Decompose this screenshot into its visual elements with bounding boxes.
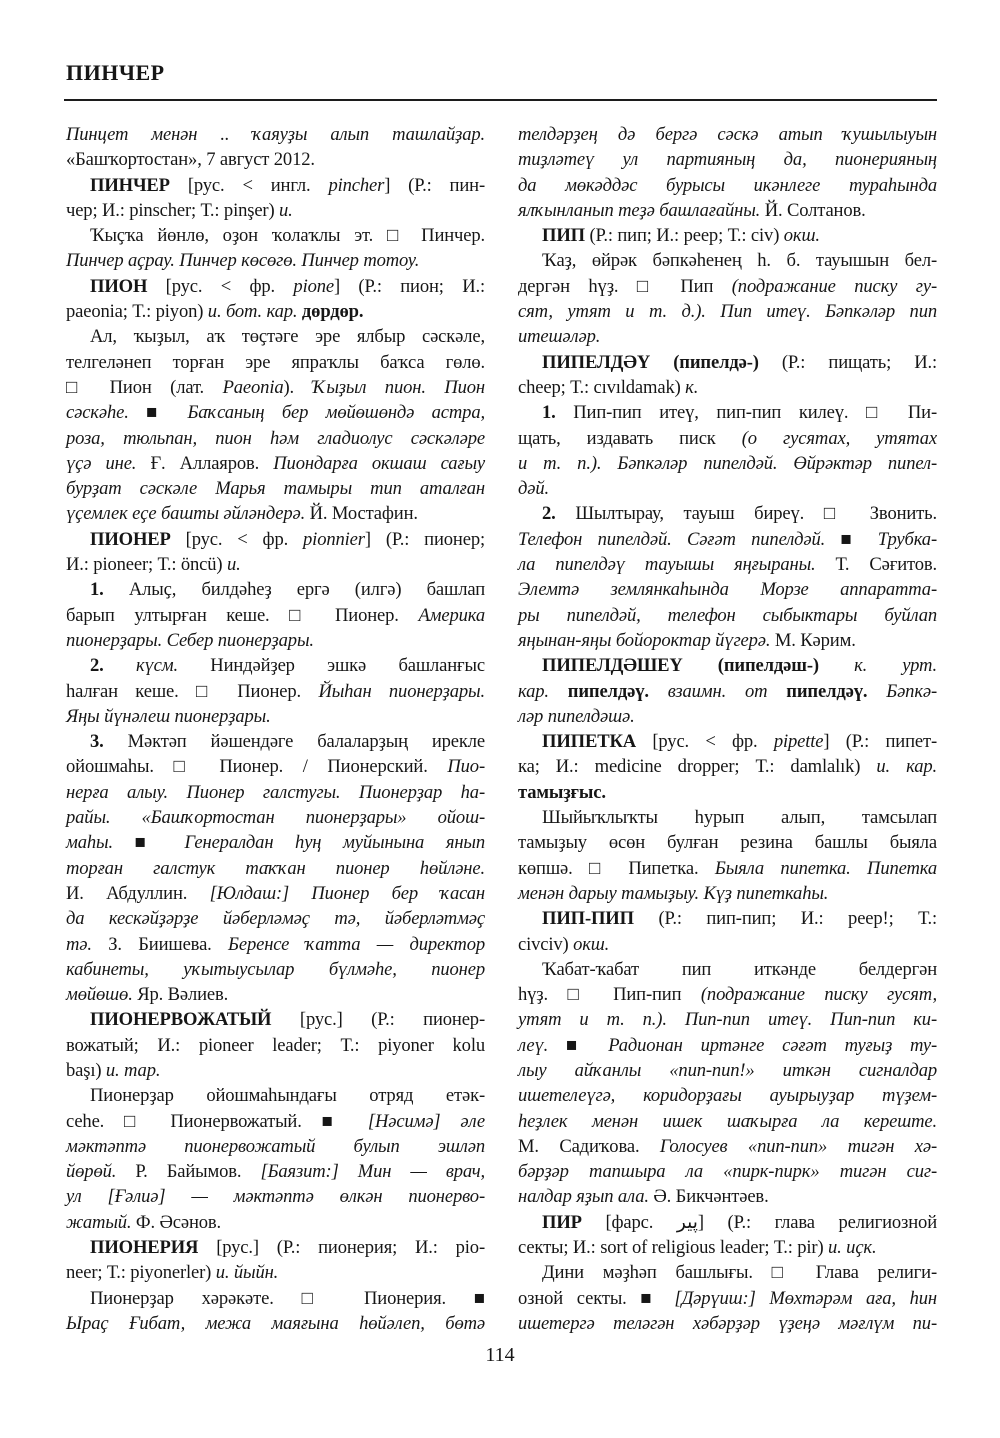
text-segment: менән дарыу тамыҙыу. Күҙ пипеткаһы. (518, 882, 829, 904)
text-segment: телгеләнеп торған эре япраҡлы баҡса гөлө. (66, 351, 485, 373)
text-line (518, 679, 937, 704)
text-segment: Яр. Вәлиев. (137, 984, 229, 1006)
text-segment: Пио- (447, 756, 485, 778)
text-line (518, 426, 937, 451)
text-line (66, 451, 485, 476)
text-segment: Яңы йүнәлеш пионерҙары. (66, 705, 271, 727)
text-line (518, 1159, 937, 1184)
text-segment: кабинеты, уҡытыусылар бүлмәһе, пионер (66, 958, 485, 980)
text-segment: к. урт. (854, 655, 938, 677)
text-segment: тамыҙыу өсөн булған резина башлы быяла (518, 832, 937, 854)
text-segment: мәктәптә пионервожатый булып эшләп (66, 1135, 485, 1157)
text-segment: И. Абдуллин. (66, 882, 210, 904)
text-segment: ПИПЕЛДӘШЕҮ (пипелдәш-) (542, 655, 855, 677)
text-segment: лыу айҡанлы «пип-пип!» иткән сигналдар (518, 1059, 937, 1081)
text-line (518, 1286, 937, 1311)
text-columns (66, 122, 937, 1336)
text-line (66, 1083, 485, 1108)
text-line (518, 1210, 937, 1235)
text-line (518, 299, 937, 324)
text-line (518, 527, 937, 552)
text-segment: ПИОНЕРВОЖАТЫЙ (90, 1009, 300, 1031)
text-segment: pincher (328, 174, 385, 196)
text-segment: Пинчер аҫрау. Пинчер көсөгө. Пинчер тотоу. (66, 250, 420, 272)
text-segment: тамыҙғыс. (518, 781, 606, 803)
text-segment: ла пипелдәү тауышы яңғыраны. (518, 554, 836, 576)
text-segment: көпшә. □ Пипетка. (518, 857, 715, 879)
text-segment: дергән һүҙ. □ Пип (518, 275, 732, 297)
text-segment: налдар яҙып ала. (518, 1186, 654, 1208)
text-segment: [фарс. پير] (Р.: глава религиозной (605, 1211, 937, 1233)
text-line (518, 957, 937, 982)
text-segment: ] (Р.: пионер; (364, 528, 485, 550)
text-line (66, 350, 485, 375)
text-segment: □ Пион (лат. (66, 376, 223, 398)
text-segment: ПИОНЕР (90, 528, 186, 550)
text-segment: neer; Т.: piyonerler) (66, 1262, 216, 1284)
text-line (518, 1311, 937, 1336)
text-segment: [Дәрүиш:] Мөхтәрәм аға, һин (674, 1287, 937, 1309)
text-segment: ). (283, 376, 313, 398)
text-line (518, 501, 937, 526)
text-line (518, 1134, 937, 1159)
text-segment: И.: pioneer; Т.: öncü) (66, 554, 227, 576)
text-segment: Дини мәҙһәп башлығы. □ Глава религи- (542, 1262, 937, 1284)
text-line (66, 375, 485, 400)
text-segment: нерға алыу. Пионер галстугы. Пионерҙар һа- (66, 781, 485, 803)
text-segment: тә. (66, 933, 109, 955)
text-segment: Ыраҫ Ғибат, межа маяғына һөйәлеп, бөтә (66, 1312, 485, 1334)
text-segment: секты; И.: sort of religious leader; Т.: pir) (518, 1237, 829, 1259)
text-line (66, 501, 485, 526)
text-segment: Ә. Бикчәнтәев. (653, 1186, 769, 1208)
text-segment: [Баязит:] Мин — врач, (260, 1161, 486, 1183)
text-segment: яңынан-яңы бойороктар йүгерә. (518, 629, 775, 651)
text-segment: paeonia; Т.: piyon) (66, 301, 208, 323)
text-segment: (о гусятах, утятах (741, 427, 937, 449)
text-line (66, 830, 485, 855)
text-line (66, 932, 485, 957)
text-segment: кар. (518, 680, 568, 702)
text-line (518, 754, 937, 779)
text-segment: М. Садиҡова. (518, 1135, 660, 1157)
text-segment: үҫемлек еҫе башты әйләндерә. (66, 503, 310, 525)
text-segment: Беренсе ҡатта — директор (228, 933, 485, 955)
text-line (66, 679, 485, 704)
text-segment: [рус. < фр. (165, 275, 294, 297)
text-segment: окш. (573, 933, 610, 955)
text-segment: и. бот. кар. (207, 301, 302, 323)
text-segment: роза, тюльпан, пион һәм гладиолус сәскәләре (66, 427, 485, 449)
text-segment: озной секты. ■ (518, 1287, 675, 1309)
text-line (66, 704, 485, 729)
text-line (518, 324, 937, 349)
text-line (518, 653, 937, 678)
text-segment: һүҙ. □ Пип-пип (518, 984, 701, 1006)
text-line (518, 704, 937, 729)
text-segment: жатый. (66, 1211, 136, 1233)
text-line (66, 957, 485, 982)
text-line (518, 173, 937, 198)
text-line (518, 147, 937, 172)
text-segment: ПИП-ПИП (542, 908, 659, 930)
text-segment: Ҡыҙыл пион. Пион (312, 376, 485, 398)
text-segment: сәскәһе. (66, 402, 147, 424)
text-line (66, 400, 485, 425)
text-segment: и. (226, 554, 241, 576)
text-segment: Бәпкә- (886, 680, 938, 702)
text-line (66, 1134, 485, 1159)
text-line (66, 729, 485, 754)
text-segment: сеһе. □ Пионервожатый. ■ (66, 1110, 368, 1132)
text-segment: ишетелеүгә, коридорҙағы ауырыуҙар түҙем- (518, 1085, 937, 1107)
text-line (518, 906, 937, 931)
text-line (66, 476, 485, 501)
text-segment: ПИР (542, 1211, 606, 1233)
text-line (518, 1260, 937, 1285)
text-line (66, 1286, 485, 1311)
text-line (66, 856, 485, 881)
text-segment: Т. Сәғитов. (835, 554, 937, 576)
text-segment: Элемтә землянкаһында Морзе аппаратта- (518, 579, 937, 601)
text-segment: ры пипелдәй, телефон сыбыктары буйлап (518, 604, 937, 626)
text-segment: ул [Ғәлиә] — мәктәптә өлкән пионерво- (66, 1186, 485, 1208)
text-line (66, 274, 485, 299)
text-line (66, 628, 485, 653)
text-segment: ■ (840, 528, 878, 550)
text-segment: 1. (90, 579, 129, 601)
text-segment: бәрҙәр тапшыра ла «пирк-пирк» тигән сиг- (518, 1161, 937, 1183)
text-line (518, 451, 937, 476)
text-line (518, 223, 937, 248)
text-line (66, 1260, 485, 1285)
text-segment: Пионерҙар ойошмаһындағы отряд етәк- (90, 1085, 485, 1107)
text-segment: ойошмаһы. □ Пионер. / Пионерский. (66, 756, 448, 778)
text-segment: ПИПЕЛДӘҮ (пипелдә-) (542, 351, 782, 373)
text-line (66, 1184, 485, 1209)
text-segment: [Юлдаш:] Пионер бер ҡасан (209, 882, 485, 904)
text-segment: Баҡсаның бер мөйөшөндә астра, (187, 402, 485, 424)
text-line (66, 299, 485, 324)
text-segment: Пионерҙар хәрәкәте. □ Пионерия. ■ (90, 1287, 485, 1309)
text-segment: pipette (773, 731, 824, 753)
text-segment: дөрдөр. (301, 301, 364, 323)
text-line (66, 426, 485, 451)
text-segment: йөрөй. (66, 1161, 136, 1183)
text-line (518, 881, 937, 906)
text-segment: и. иҫк. (828, 1237, 877, 1259)
text-line (518, 274, 937, 299)
text-segment: утят и т. п.). Пип-пип итеү. Пип-пип ки- (518, 1009, 937, 1031)
text-segment: ялҡынланып теҙә башлағайны. (518, 199, 765, 221)
text-segment: ] (Р.: пион; И.: (333, 275, 485, 297)
text-segment: ка; И.: medicine dropper; Т.: damlalık) (518, 756, 877, 778)
text-line (518, 552, 937, 577)
text-line (518, 805, 937, 830)
text-segment: да мөкәддәс бурысы икәнлеге тураһында (518, 174, 937, 196)
text-segment: ПИП (542, 225, 590, 247)
text-line (66, 324, 485, 349)
text-line (66, 982, 485, 1007)
text-segment: [Нәсимә] әле (367, 1110, 485, 1132)
text-segment: Ҡыҫҡа йөнлө, оҙон ҡолаҡлы эт. □ Пинчер. (90, 225, 485, 247)
text-line (66, 223, 485, 248)
text-segment: Голосуев «пип-пип» тигән хә- (659, 1135, 937, 1157)
text-segment: [рус. < фр. (652, 731, 774, 753)
text-line (66, 248, 485, 273)
text-line (518, 198, 937, 223)
text-line (518, 729, 937, 754)
text-segment: сят, утят и т. д.). Пип итеү. Бәпкәләр пип (518, 301, 937, 323)
text-segment: һеҙлек менән ишек шаҡырға ла кереште. (518, 1110, 937, 1132)
text-segment: (Р.: пип; И.: peep; Т.: civ) (589, 225, 784, 247)
text-line (518, 577, 937, 602)
text-line (66, 1058, 485, 1083)
text-line (66, 653, 485, 678)
text-segment: райы. «Башҡортостан пионерҙары» ойош- (66, 807, 485, 829)
text-line (66, 577, 485, 602)
text-segment: вожатый; И.: pioneer leader; Т.: piyoner kolu (66, 1034, 485, 1056)
left-column (66, 122, 485, 1336)
text-line (66, 1159, 485, 1184)
text-segment: pionnier (303, 528, 365, 550)
right-column (518, 122, 937, 1336)
text-line (518, 1109, 937, 1134)
text-segment: үҫә ине. (66, 452, 151, 474)
text-segment: Америка (418, 604, 485, 626)
text-segment: 2. (90, 655, 136, 677)
text-line (66, 1007, 485, 1032)
text-segment: итешәләр. (518, 326, 601, 348)
text-segment: леү. (518, 1034, 566, 1056)
text-line (66, 1033, 485, 1058)
text-segment: Мәктәп йәшендәге балаларҙың ирекле (127, 731, 485, 753)
text-segment: ПИОНЕРИЯ (90, 1237, 217, 1259)
text-segment: Ниндәйҙер эшкә башланғыс (210, 655, 485, 677)
text-segment: Шыйыҡлыҡты һурып алып, тамсылап (542, 807, 937, 829)
text-line (66, 780, 485, 805)
text-segment: тиҙләтеү ул партияның да, пионерияның (518, 149, 937, 171)
text-line (518, 856, 937, 881)
running-head: ПИНЧЕР (66, 60, 165, 85)
text-line (66, 603, 485, 628)
text-segment: cheep; Т.: cıvıldamak) (518, 376, 686, 398)
text-line (518, 1083, 937, 1108)
text-segment: (подражание писку гусят, (700, 984, 937, 1006)
text-segment: күсм. (135, 655, 211, 677)
text-line (66, 754, 485, 779)
text-line (66, 552, 485, 577)
text-segment: (Р.: пищать; И.: (781, 351, 937, 373)
text-segment: и. кар. (876, 756, 937, 778)
text-segment: щать, издавать писк (518, 427, 742, 449)
text-line (518, 375, 937, 400)
text-line (518, 982, 937, 1007)
text-segment: «Башҡортостан», 7 август 2012. (66, 149, 315, 171)
text-line (518, 1235, 937, 1260)
text-line (66, 1235, 485, 1260)
text-segment: и т. п.). Бәпкәләр пипелдәй. Өйрәктәр пипел- (518, 452, 937, 474)
text-segment: Paeonia (222, 376, 284, 398)
text-segment: телдәрҙең дә бергә сәскә атып ҡушылыуын (518, 124, 937, 145)
text-segment: пипелдәү. (567, 680, 668, 702)
text-segment: Ал, ҡыҙыл, аҡ төҫтәге эре ялбыр сәскәле, (90, 326, 485, 348)
text-line (66, 527, 485, 552)
text-line (66, 1210, 485, 1235)
text-segment: ПИОН (90, 275, 166, 297)
text-segment: ] (Р.: пипет- (823, 731, 937, 753)
text-segment: ишетергә теләгән хәбәрҙәр үҙеңә мәғлүм пи- (518, 1312, 937, 1334)
text-segment: Алыҫ, билдәһеҙ ергә (илгә) башлап (128, 579, 485, 601)
text-segment: и. тар. (105, 1059, 161, 1081)
text-segment: һалған кеше. □ Пионер. (66, 680, 319, 702)
text-segment: ләр пипелдәшә. (518, 705, 635, 727)
text-segment: 1. (542, 402, 574, 424)
text-segment: к. (685, 376, 699, 398)
text-segment: [рус.] (Р.: пионер- (299, 1009, 485, 1031)
text-segment: civciv) (518, 933, 574, 955)
text-segment: Р. Байымов. (135, 1161, 261, 1183)
text-segment: З. Биишева. (108, 933, 229, 955)
text-segment: (подражание писку гу- (731, 275, 937, 297)
text-segment: маһы. (66, 832, 135, 854)
text-line (66, 805, 485, 830)
text-line (518, 248, 937, 273)
text-line (518, 1058, 937, 1083)
text-line (518, 350, 937, 375)
text-segment: окш. (783, 225, 820, 247)
text-line (66, 906, 485, 931)
text-line (518, 830, 937, 855)
text-segment: ] (Р.: пин- (384, 174, 485, 196)
text-segment: мөйөшө. (66, 984, 138, 1006)
text-line (518, 932, 937, 957)
text-segment: Ғ. Аллаяров. (150, 452, 274, 474)
text-line (518, 1033, 937, 1058)
text-line (518, 780, 937, 805)
text-line (518, 122, 937, 147)
text-line (66, 198, 485, 223)
text-line (66, 173, 485, 198)
page-number: 114 (485, 1344, 515, 1366)
text-segment: Радионан иртәнге сәғәт туғыҙ ту- (608, 1034, 937, 1056)
text-segment: ■ (146, 402, 188, 424)
text-segment: и. йыйн. (215, 1262, 279, 1284)
text-segment: Ф. Әсәнов. (135, 1211, 222, 1233)
text-segment: ■ (566, 1034, 609, 1056)
text-line (66, 147, 485, 172)
text-line (518, 476, 937, 501)
text-line (518, 400, 937, 425)
text-line (66, 122, 485, 147)
text-segment: чер; И.: pinscher; Т.: pinşer) (66, 199, 279, 221)
text-segment: Пинцет менән .. ҡаяуҙы алып ташлайҙар. (66, 124, 485, 145)
text-segment: Генералдан һуң муйынына янып (184, 832, 485, 854)
text-segment: барып ултырған кеше. □ Пионер. (66, 604, 419, 626)
text-segment: Ҡаҙ, өйрәк бәпкәһенең һ. б. тауышын бел- (542, 250, 937, 272)
text-line (66, 1109, 485, 1134)
text-segment: пипелдәү. (786, 680, 887, 702)
text-segment: М. Кәрим. (774, 629, 856, 651)
text-segment: Йыһан пионерҙары. (318, 680, 486, 702)
text-line (66, 881, 485, 906)
text-segment: Пиондарға окшаш сағыу (273, 452, 486, 474)
text-segment: бурҙат сәскәле Марья тамыры тип аталған (66, 478, 485, 500)
text-line (518, 628, 937, 653)
header-rule (64, 99, 937, 101)
text-segment: başı) (66, 1059, 106, 1081)
text-segment: ПИНЧЕР (90, 174, 188, 196)
text-segment: 2. (542, 503, 576, 525)
text-segment: pione (293, 275, 334, 297)
text-segment: [рус. < фр. (185, 528, 304, 550)
text-segment: Шылтырау, тауыш биреү. □ Звонить. (575, 503, 937, 525)
text-segment: пионерҙары. Себер пионерҙары. (66, 629, 314, 651)
text-line (518, 1184, 937, 1209)
text-line (518, 603, 937, 628)
text-segment: Телефон пипелдәй. Сәғәт пипелдәй. (518, 528, 841, 550)
text-segment: и. (279, 199, 293, 221)
text-segment: Пип-пип итеү, пип-пип килеү. □ Пи- (573, 402, 937, 424)
text-segment: дәй. (518, 478, 550, 500)
text-segment: Ҡабат-ҡабат пип иткәнде белдергән (542, 958, 937, 980)
text-segment: Быяла пипетка. Пипетка (714, 857, 937, 879)
text-segment: [рус.] (Р.: пионерия; И.: pio- (216, 1237, 485, 1259)
text-segment: торған галстук таҡҡан пионер һөйләне. (66, 857, 485, 879)
text-segment: ПИПЕТКА (542, 731, 653, 753)
text-segment: Й. Солтанов. (764, 199, 866, 221)
text-segment: 3. (90, 731, 128, 753)
text-segment: (Р.: пип-пип; И.: peep!; Т.: (658, 908, 937, 930)
text-segment: да кескәйҙәрҙе йәберләмәҫ тә, йәберләтмәҫ (66, 908, 485, 930)
text-segment: ■ (134, 832, 185, 854)
text-segment: [рус. < ингл. (187, 174, 329, 196)
text-segment: Трубка- (877, 528, 937, 550)
text-line (518, 1007, 937, 1032)
text-segment: Й. Мостафин. (309, 503, 418, 525)
text-line (66, 1311, 485, 1336)
text-segment: взаимн. от (667, 680, 787, 702)
